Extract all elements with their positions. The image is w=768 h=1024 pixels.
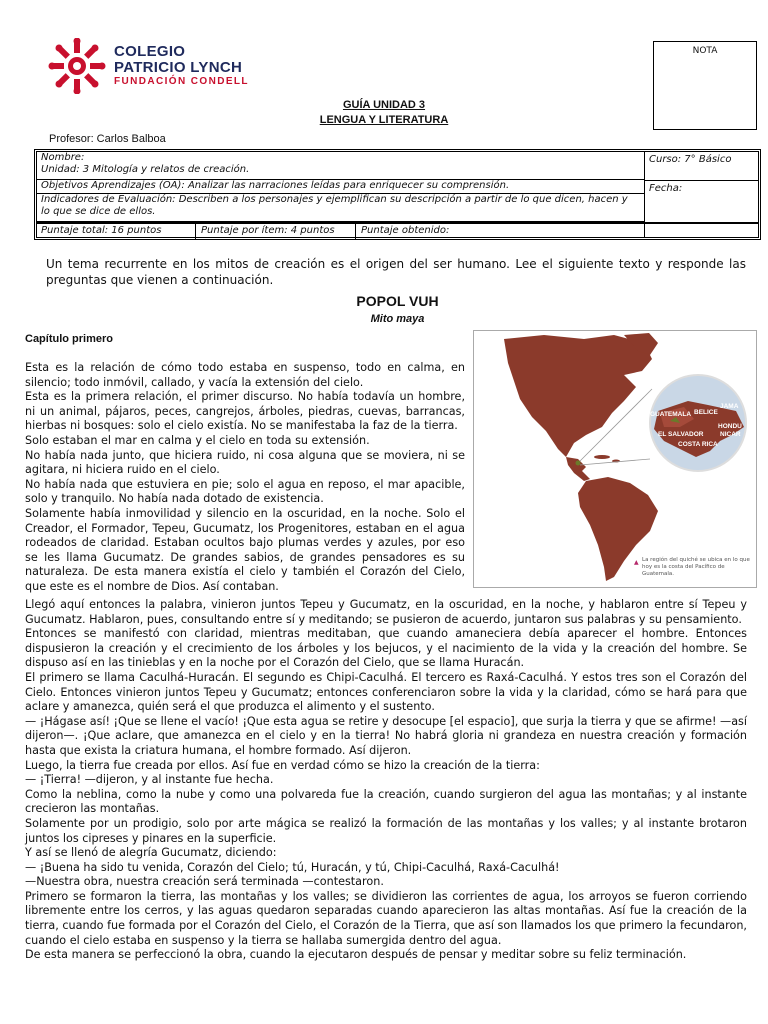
paragraph: — ¡Hágase así! ¡Que se llene el vacío! ¡Que esta agua se retire y desocupe [el espacio], que surja la tierra y que se afirme! —así dijeron—. ¡Que aclare, que amanezca en el cielo y en la tierra! No habrá gloria ni grandeza en nuestra creación y formación hasta que exista la criatura humana, el hombre formado. Así dijeron. [25, 714, 747, 757]
paragraph: Como la neblina, como la nube y como una polvareda fue la creación, cuando surgieron del agua las montañas; y al instante crecieron las montañas. [25, 787, 747, 816]
marker-triangle-icon: ▲ [634, 559, 639, 566]
unit-label: Unidad: 3 Mitología y relatos de creación. [41, 164, 250, 175]
grade-label: NOTA [692, 46, 718, 56]
course-label: Curso: 7° Básico [649, 154, 732, 165]
paragraph: Primero se formaron la tierra, las montañas y los valles; se dividieron las corrientes de agua, los arroyos se fueron corriendo libremente entre los cerros, y las aguas quedaron separadas cuando aparecieron las altas montañas. Así fue la creación de la tierra, cuando fue formada por el Corazón del Cielo, el Corazón de la Tierra, que así son llamados los que primero la fecundaron, cuando el cielo estaba en suspenso y la tierra se hallaba sumergida dentro del agua. [25, 889, 747, 947]
table-row [37, 180, 644, 194]
paragraph: De esta manera se perfeccionó la obra, cuando la ejecutaron después de pensar y meditar sobre su feliz terminación. [25, 948, 687, 962]
table-row [37, 194, 644, 222]
map-label-guatemala: GUATEMALA [650, 411, 692, 418]
map-caption: La región del quiché se ubica en lo que hoy es la costa del Pacífico de Guatemala. [642, 557, 750, 577]
table-row [37, 222, 758, 238]
map-label-jama: JAMA [720, 403, 739, 410]
paragraph: Solo estaban el mar en calma y el cielo en toda su extensión. [25, 433, 370, 447]
paragraph: Esta es la relación de cómo todo estaba en suspenso, todo en calma, en silencio; todo inmóvil, callado, y vacía la extensión del cielo. [25, 361, 465, 389]
paragraph: Luego, la tierra fue creada por ellos. Así fue en verdad cómo se hizo la creación de la tierra: [25, 758, 540, 772]
student-info-table [34, 149, 761, 240]
story-column-text [25, 361, 465, 595]
paragraph: No había nada que estuviera en pie; solo el agua en reposo, el mar apacible, solo y tranquilo. No había nada dotado de existencia. [25, 477, 465, 506]
paragraph: — ¡Tierra! —dijeron, y al instante fue hecha. [25, 773, 274, 787]
indicators-line1: Indicadores de Evaluación: Describen a los personajes y ejemplifican su descripción a partir de lo que dicen, hacen y [41, 194, 628, 205]
map-label-belice: BELICE [694, 409, 718, 416]
story-title: POPOL VUH [356, 293, 439, 309]
objectives-label: Objetivos Aprendizajes (OA): Analizar las narraciones leídas para enriquecer su comprensión. [41, 180, 510, 191]
paragraph: Solamente había inmovilidad y silencio en la oscuridad, en la noche. Solo el Creador, el Formador, Tepeu, Gucumatz, los Progenitores, estaban en el agua rodeados de claridad. Estaban ocultos bajo plumas verdes y azules, por eso se les llama Gucumatz. De grandes sabios, de grandes pensadores es su naturaleza. De esta manera existía el cielo y también el Corazón del Cielo, que este es el nombre de Dios. Así contaban. [25, 506, 465, 593]
paragraph: No había nada junto, que hiciera ruido, ni cosa alguna que se moviera, ni se agitara, ni hiciera ruido en el cielo. [25, 448, 465, 477]
map-label-el-salvador: EL SALVADOR [658, 431, 704, 438]
indicators-line2: lo que se dice de ellos. [41, 206, 156, 217]
logo-emblem-icon [44, 38, 110, 94]
total-score: Puntaje total: 16 puntos [41, 225, 162, 236]
paragraph: Esta es la primera relación, el primer discurso. No había todavía un hombre, ni un animal, pájaros, peces, cangrejos, árboles, piedras, cuevas, barrancas, hierbas ni bosques: solo el cielo existía. No se manifestaba la faz de la tierra. [25, 390, 465, 433]
name-field[interactable]: Nombre: [41, 152, 85, 163]
paragraph: — ¡Buena ha sido tu venida, Corazón del Cielo; tú, Huracán, y tú, Chipi-Caculhá, Raxá-Caculhá! [25, 860, 560, 874]
score-obtained[interactable]: Puntaje obtenido: [361, 225, 450, 236]
subject-title: LENGUA Y LITERATURA [319, 114, 449, 126]
map-label-costa-rica: COSTA RICA [678, 441, 718, 448]
story-subtitle: Mito maya [370, 313, 425, 325]
teacher-name: Profesor: Carlos Balboa [49, 133, 166, 145]
school-logo [44, 38, 264, 94]
chapter-heading: Capítulo primero [25, 333, 114, 345]
guide-title: GUÍA UNIDAD 3 [342, 99, 426, 111]
table-row [37, 152, 644, 180]
paragraph: Solamente por un prodigio, solo por arte mágica se realizó la formación de las montañas y los valles; y al instante brotaron juntos los cipreses y pinares en la superficie. [25, 816, 747, 845]
story-full-text [25, 598, 747, 963]
score-per-item: Puntaje por ítem: 4 puntos [201, 225, 335, 236]
school-name-line2: PATRICIO LYNCH [114, 59, 243, 76]
date-field[interactable]: Fecha: [649, 183, 683, 194]
map-label-hondu: HONDU [718, 423, 742, 430]
map-label-nicar: NICAR [720, 431, 741, 438]
paragraph: —Nuestra obra, nuestra creación será terminada —contestaron. [25, 875, 384, 889]
school-foundation: FUNDACIÓN CONDELL [114, 76, 249, 87]
intro-text: Un tema recurrente en los mitos de creación es el origen del ser humano. Lee el siguiente texto y responde las preguntas que vienen a continuación. [46, 257, 746, 287]
school-name-line1: COLEGIO [114, 43, 186, 60]
paragraph: El primero se llama Caculhá-Huracán. El segundo es Chipi-Caculhá. El tercero es Raxá-Caculhá. Y estos tres son el Corazón del Cielo. Entonces vinieron juntos Tepeu y Gucumatz; entonces conferenciaron sobre la vida y la claridad, cómo se hará para que aclare y amanezca, quién será el que produzca el alimento y el sustento. [25, 670, 747, 714]
americas-map [473, 330, 757, 588]
paragraph: Entonces se manifestó con claridad, mientras meditaban, que cuando amaneciera debía aparecer el hombre. Entonces dispusieron la creación y el crecimiento de los árboles y los bejucos, y el nacimiento de la vida y la creación del hombre. Se dispuso así en las tinieblas y en la noche por el Corazón del Cielo, que se llama Huracán. [25, 627, 747, 670]
paragraph: Llegó aquí entonces la palabra, vinieron juntos Tepeu y Gucumatz, en la oscuridad, en la noche, y hablaron entre sí Tepeu y Gucumatz. Hablaron, pues, consultando entre sí y meditando; se pusieron de acuerdo, juntaron sus palabras y su pensamiento. [25, 598, 747, 626]
paragraph: Y así se llenó de alegría Gucumatz, diciendo: [25, 846, 277, 860]
map-illustration [474, 331, 756, 587]
